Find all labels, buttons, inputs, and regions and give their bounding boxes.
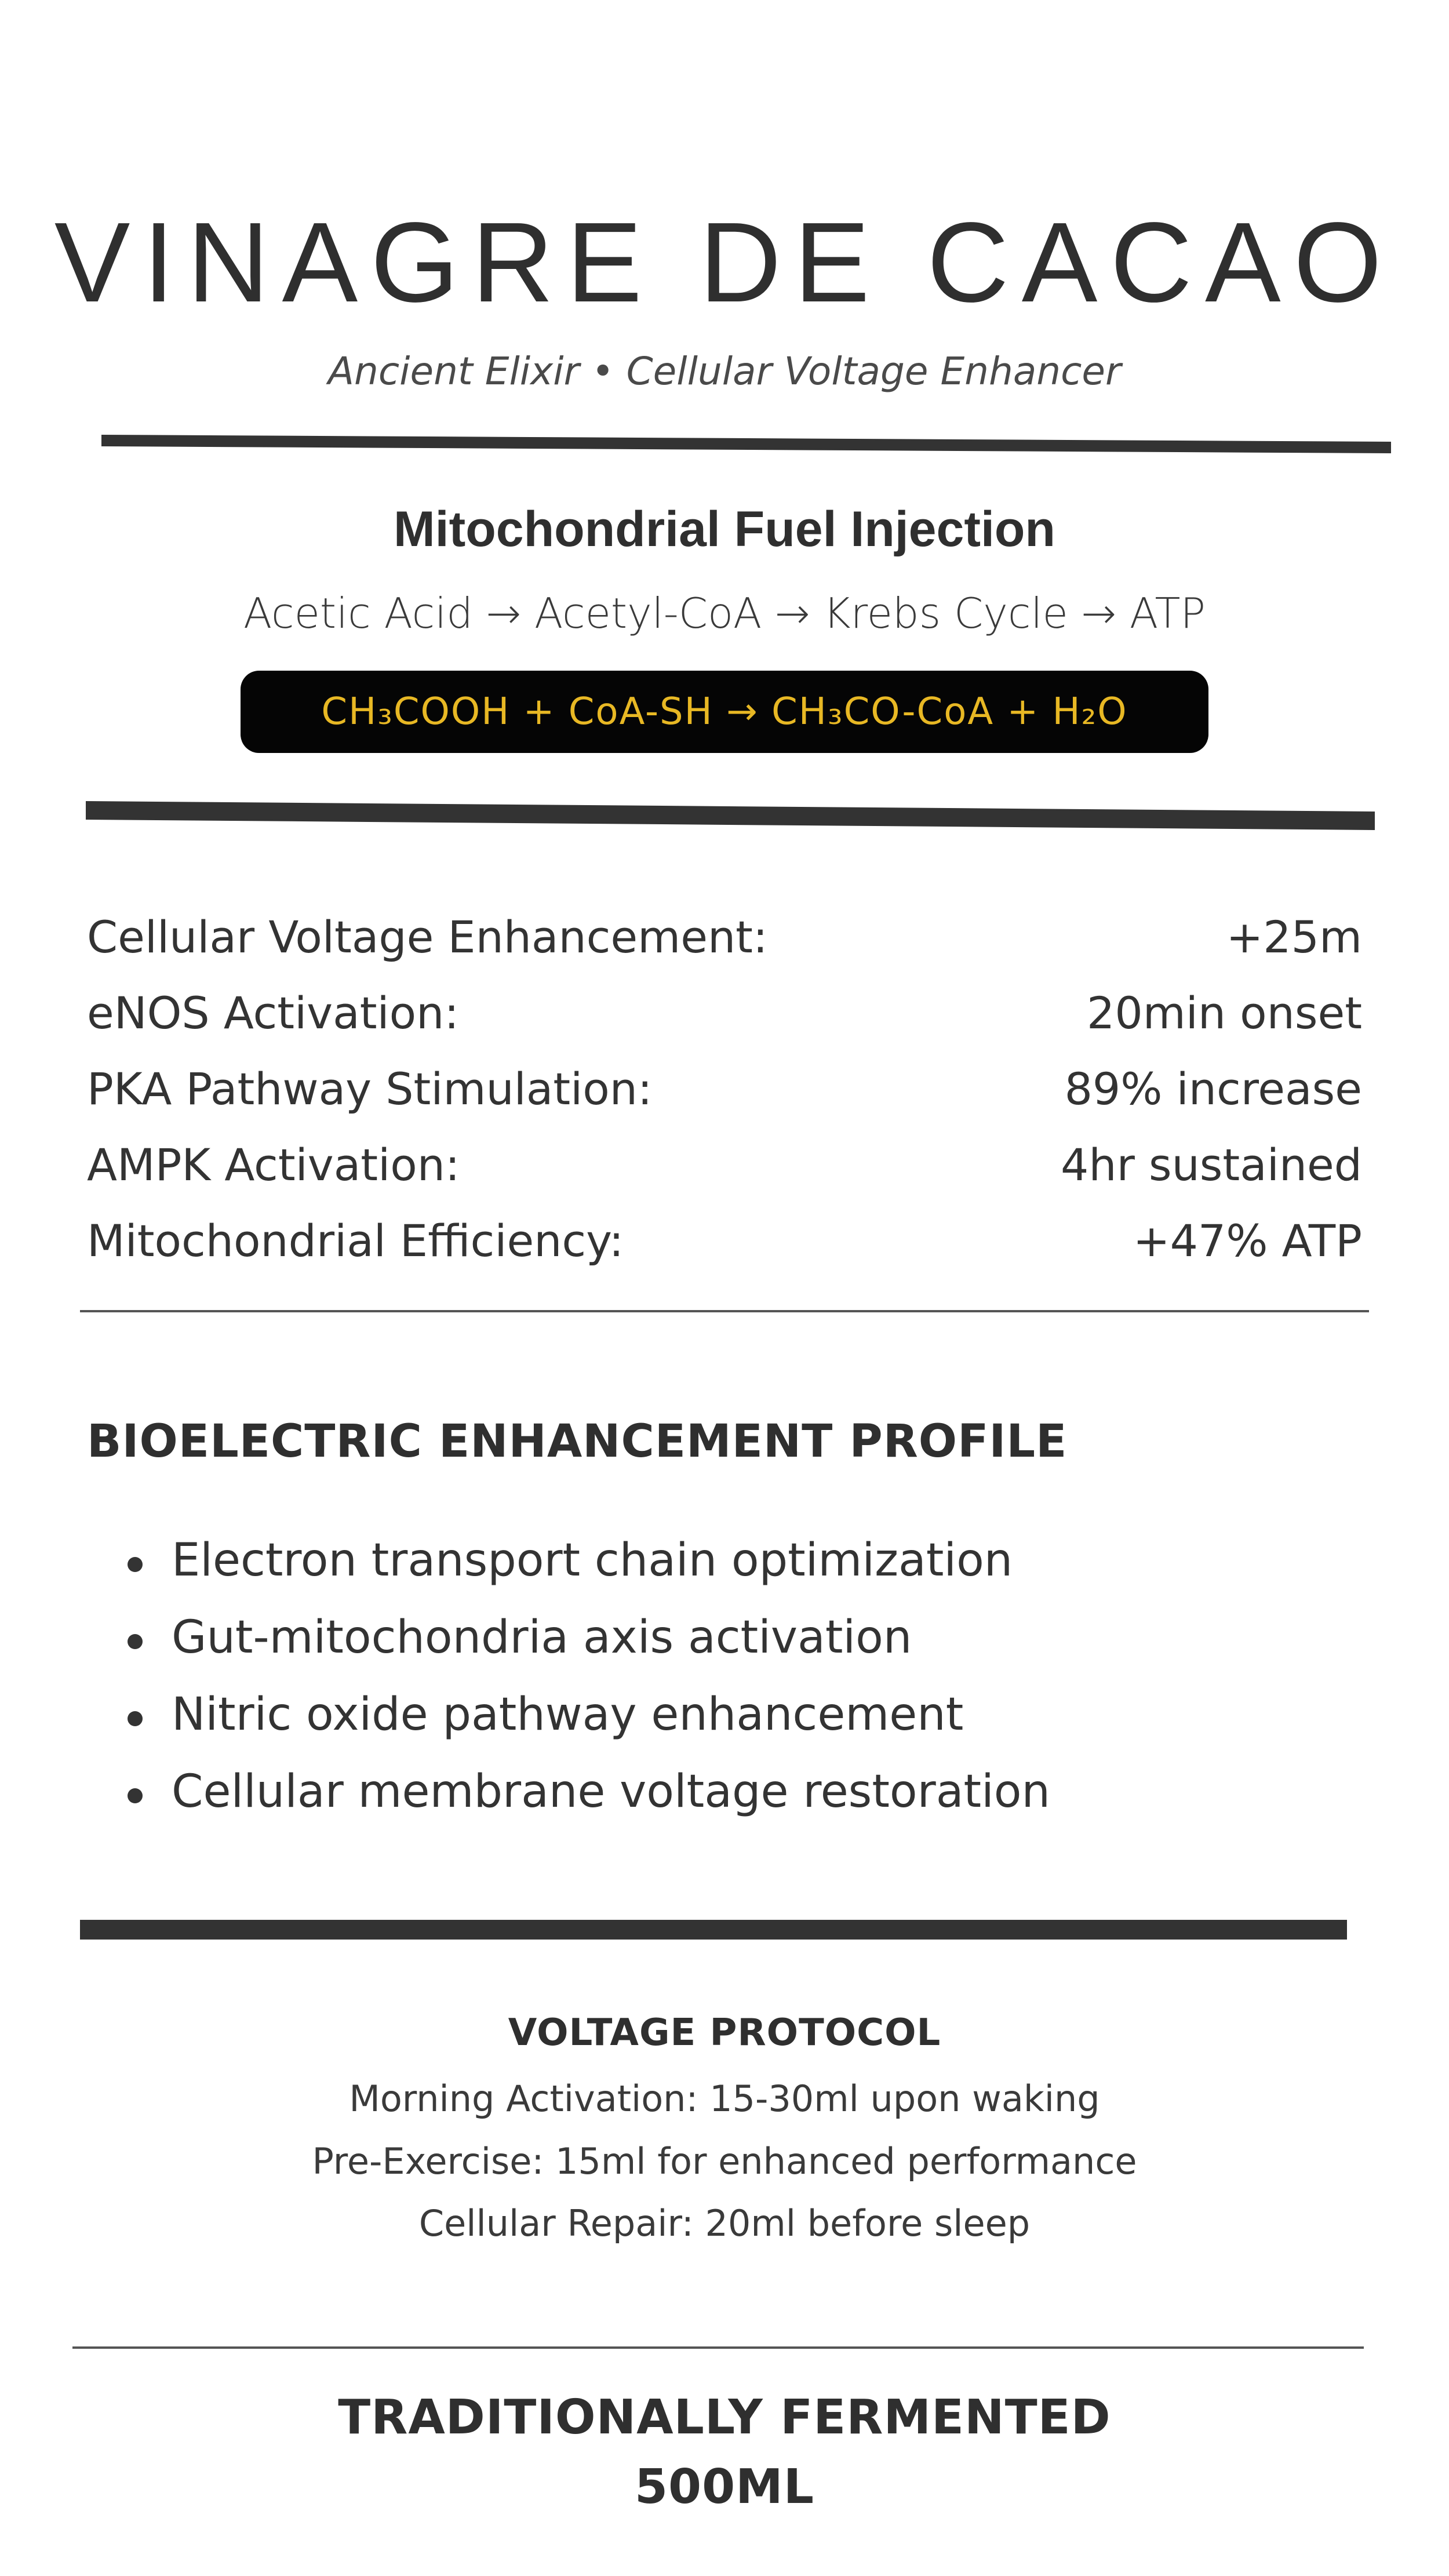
list-item-text: Nitric oxide pathway enhancement <box>172 1689 964 1741</box>
footer-divider <box>72 2346 1364 2349</box>
profile-heading: BIOELECTRIC ENHANCEMENT PROFILE <box>87 1416 1068 1468</box>
metric-row <box>87 989 1362 1065</box>
profile-list <box>128 1536 1050 1844</box>
product-title: VINAGRE DE CACAO <box>54 199 1395 326</box>
bullet-icon <box>128 1557 143 1572</box>
metric-row <box>87 1065 1362 1141</box>
pathway-text: Acetic Acid → Acetyl-CoA → Krebs Cycle → ATP <box>243 589 1206 638</box>
protocol-line: Morning Activation: 15-30ml upon waking <box>349 2077 1100 2120</box>
bullet-icon <box>128 1634 143 1649</box>
metric-value: +25m <box>1226 911 1362 963</box>
list-item <box>128 1767 1050 1844</box>
footer-volume: 500ML <box>634 2459 815 2515</box>
metric-row <box>87 913 1362 989</box>
list-item <box>128 1690 1050 1767</box>
metric-label: Mitochondrial Efficiency: <box>87 1215 624 1267</box>
divider-bar-mid <box>86 801 1375 830</box>
metric-label: eNOS Activation: <box>87 987 459 1039</box>
bullet-icon <box>128 1788 143 1803</box>
metrics-list <box>87 913 1362 1293</box>
metric-row <box>87 1141 1362 1217</box>
divider-bar-top <box>101 435 1391 453</box>
footer-fermented: TRADITIONALLY FERMENTED <box>338 2390 1111 2445</box>
formula-box <box>241 671 1208 753</box>
metric-value: 20min onset <box>1087 987 1362 1039</box>
metric-label: PKA Pathway Stimulation: <box>87 1063 653 1115</box>
metric-label: Cellular Voltage Enhancement: <box>87 911 768 963</box>
list-item-text: Cellular membrane voltage restoration <box>172 1766 1050 1818</box>
metric-value: +47% ATP <box>1133 1215 1362 1267</box>
metrics-divider <box>80 1310 1369 1312</box>
protocol-line: Pre-Exercise: 15ml for enhanced performance <box>312 2140 1137 2182</box>
fuel-heading: Mitochondrial Fuel Injection <box>394 501 1055 557</box>
list-item <box>128 1613 1050 1690</box>
metric-row <box>87 1217 1362 1293</box>
bullet-icon <box>128 1711 143 1726</box>
list-item <box>128 1536 1050 1613</box>
divider-bar-lower <box>80 1920 1347 1940</box>
formula-text: CH₃COOH + CoA-SH → CH₃CO-CoA + H₂O <box>321 690 1128 733</box>
list-item-text: Gut-mitochondria axis activation <box>172 1611 912 1664</box>
protocol-heading: VOLTAGE PROTOCOL <box>508 2011 941 2054</box>
metric-value: 89% increase <box>1064 1063 1362 1115</box>
metric-value: 4hr sustained <box>1061 1139 1362 1191</box>
protocol-line: Cellular Repair: 20ml before sleep <box>418 2202 1031 2244</box>
product-subtitle: Ancient Elixir • Cellular Voltage Enhancer <box>327 349 1122 394</box>
metric-label: AMPK Activation: <box>87 1139 460 1191</box>
list-item-text: Electron transport chain optimization <box>172 1534 1013 1587</box>
